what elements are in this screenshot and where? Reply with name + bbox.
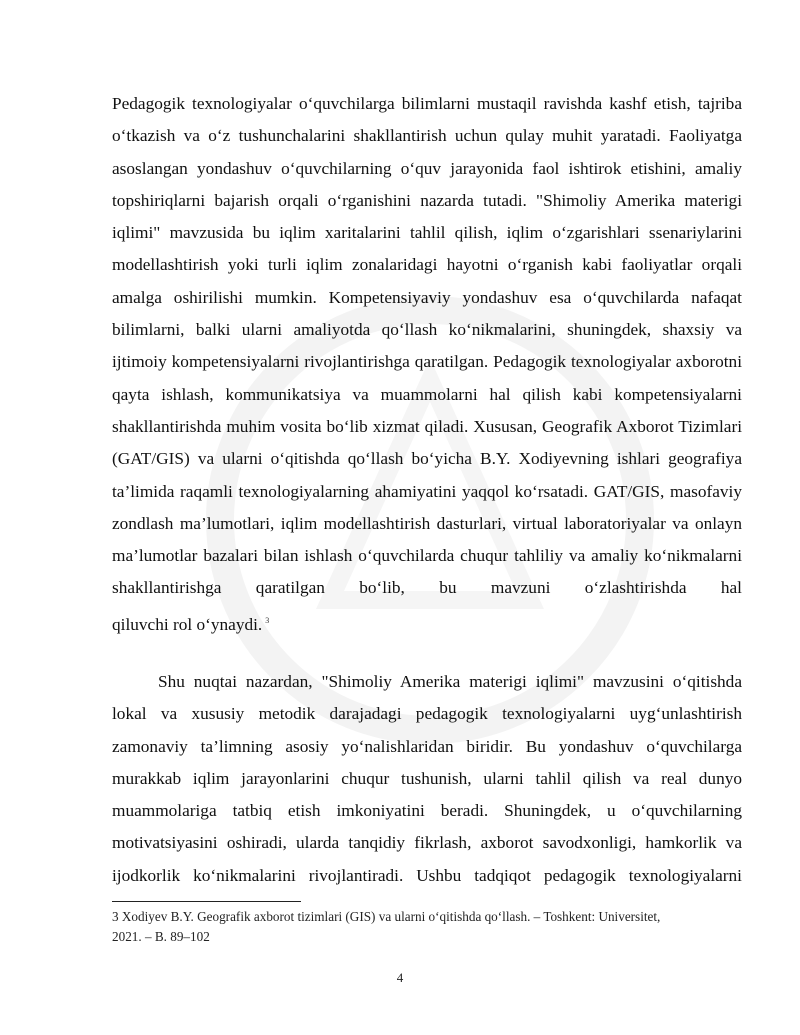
paragraph-2-text: Shu nuqtai nazardan, "Shimoliy Amerika materigi iqlimi" mavzusini o‘qitishda lokal va xususiy metodik darajadagi pedagogik texnologiyalarni uyg‘unlashtirish zamonaviy ta’limning asosiy yo‘nalishlaridan biridir. Bu yondashuv o‘quvchilarga murakkab iqlim jarayonlarini chuqur tushunish, ularni tahlil qilish va real dunyo muammolariga tatbiq etish imkoniyatini beradi. Shuningdek, u o‘quvchilarning motivatsiyasini oshiradi, ularda tanqidiy fikrlash, axborot savodxonligi, hamkorlik va ijodkorlik ko‘nikmalarini rivojlantiradi. Ushbu tadqiqot pedagogik texnologiyalarni xyxy=(112,672,742,885)
page-number: 4 xyxy=(396,970,404,985)
body-paragraph-2 xyxy=(112,666,742,892)
paragraph-1-last-line xyxy=(112,605,742,641)
footnote-line-2: 2021. – B. 89–102 xyxy=(112,929,210,944)
footnote-line-1: 3 Xodiyev B.Y. Geografik axborot tizimlari (GIS) va ularni o‘qitishda qo‘llash. – Toshkent: Universitet, xyxy=(112,909,661,924)
footnote xyxy=(112,907,742,947)
paragraph-1-last-line-text: qiluvchi rol o‘ynaydi. xyxy=(112,614,263,634)
body-paragraph-1 xyxy=(112,88,742,641)
footnote-reference[interactable]: 3 xyxy=(265,615,270,625)
footnote-separator xyxy=(112,901,301,902)
paragraph-1-text: Pedagogik texnologiyalar o‘quvchilarga bilimlarni mustaqil ravishda kashf etish, tajriba o‘tkazish va o‘z tushunchalarini shakllantirish uchun qulay muhit yaratadi. Faoliyatga asoslangan yondashuv o‘quvchilarning o‘quv jarayonida faol ishtirok etishini, amaliy topshiriqlarni bajarish orqali o‘rganishini nazarda tutadi. "Shimoliy Amerika materigi iqlimi" mavzusida bu iqlim xaritalarini tahlil qilish, iqlim o‘zgarishlari ssenariylarini modellashtirish yoki turli iqlim zonalaridagi hayotni o‘rganish kabi faoliyatlar orqali amalga oshirilishi mumkin. Kompetensiyaviy yondashuv esa o‘quvchilarda nafaqat bilimlarni, balki ularni amaliyotda qo‘llash ko‘nikmalarini, shuningdek, shaxsiy va ijtimoiy kompetensiyalarni rivojlantirishga qaratilgan. Pedagogik texnologiyalar axborotni qayta ishlash, kommunikatsiya va muammolarni hal qilish kabi kompetensiyalarni shakllantirishda muhim vosita bo‘lib xizmat qiladi. Xususan, Geografik Axborot Tizimlari (GAT/GIS) va ularni o‘qitishda qo‘llash bo‘yicha B.Y. Xodiyevning ishlari geografiya ta’limida raqamli texnologiyalarning ahamiyatini yaqqol ko‘rsatadi. GAT/GIS, masofaviy zondlash ma’lumotlari, iqlim modellashtirish dasturlari, virtual laboratoriyalar va onlayn ma’lumotlar bazalari bilan ishlash o‘quvchilarda chuqur tahliliy va amaliy ko‘nikmalarni shakllantirishga qaratilgan bo‘lib, bu mavzuni o‘zlashtirishda hal xyxy=(112,94,742,598)
